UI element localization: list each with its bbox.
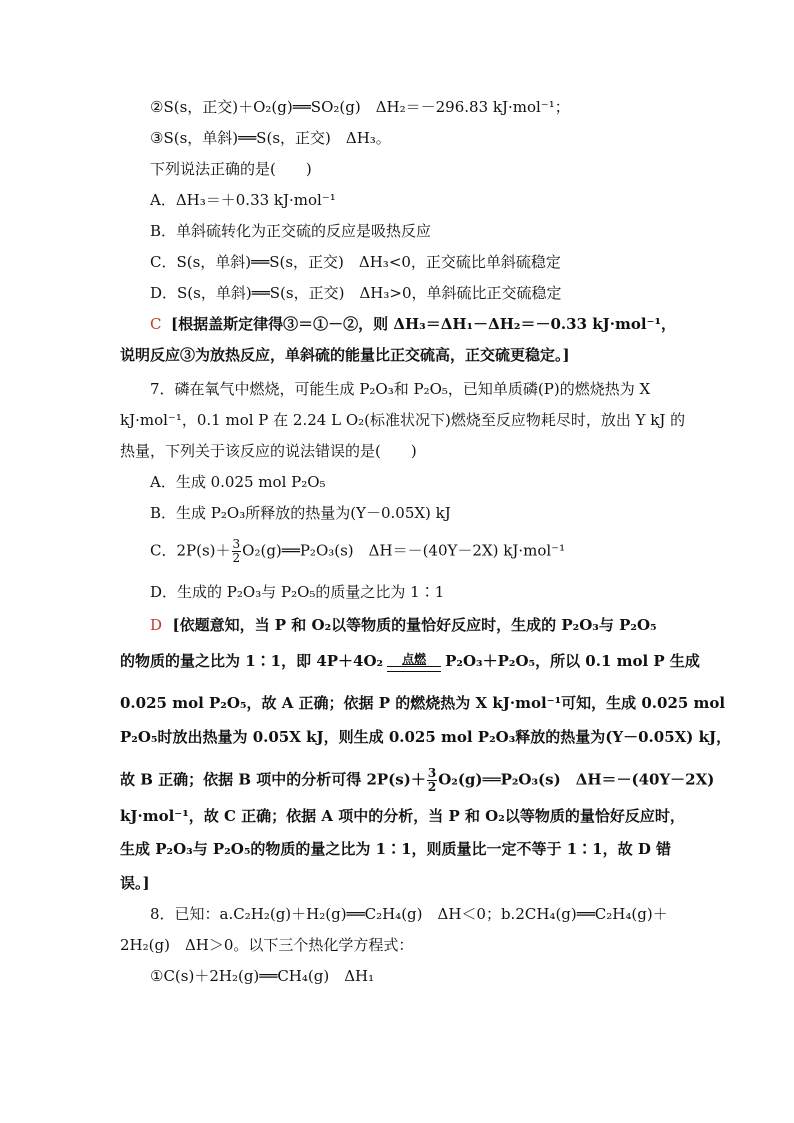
- explanation-continued: 说明反应③为放热反应，单斜硫的能量比正交硫高，正交硫更稳定。]: [120, 346, 570, 364]
- option-d: D．S(s，单斜)══S(s，正交) ΔH₃>0，单斜硫比正交硫稳定: [150, 284, 562, 302]
- q8-equation-1: ①C(s)＋2H₂(g)══CH₄(g) ΔH₁: [150, 967, 375, 985]
- fraction: [427, 767, 437, 794]
- q7-option-b: B．生成 P₂O₃所释放的热量为(Y－0.05X) kJ: [150, 504, 451, 522]
- q7-ex5-suffix: O₂(g)══P₂O₃(s) ΔH＝－(40Y－2X): [438, 770, 715, 789]
- fraction-numerator: 3: [232, 537, 241, 551]
- q7-explanation-line6: kJ·mol⁻¹，故 C 正确；依据 A 项中的分析，当 P 和 O₂以等物质的量恰好反应时，: [120, 807, 685, 825]
- q7-option-c-prefix: C．2P(s)＋: [150, 541, 231, 560]
- q7-option-a: A．生成 0.025 mol P₂O₅: [150, 473, 326, 491]
- explanation-text: [根据盖斯定律得③＝①－②，则 ΔH₃＝ΔH₁－ΔH₂＝－0.33 kJ·mol⁻¹，: [171, 315, 677, 333]
- q7-explanation-line2: [120, 650, 700, 672]
- reaction-condition-label: 点燃: [402, 651, 427, 666]
- q7-answer-letter: D: [150, 616, 163, 634]
- q7-ex2-prefix: 的物质的量之比为 1∶1，即 4P＋4O₂: [120, 652, 384, 670]
- option-b: B．单斜硫转化为正交硫的反应是吸热反应: [150, 222, 432, 240]
- q8-stem-line2: 2H₂(g) ΔH＞0。以下三个热化学方程式：: [120, 936, 414, 954]
- fraction-denominator: 2: [232, 551, 241, 565]
- q7-explanation-line3: 0.025 mol P₂O₅，故 A 正确；依据 P 的燃烧热为 X kJ·mol⁻¹可知，生成 0.025 mol: [120, 694, 726, 712]
- reaction-condition-arrow: [387, 653, 441, 672]
- q7-explanation-text: [依题意知，当 P 和 O₂以等物质的量恰好反应时，生成的 P₂O₃与 P₂O₅: [172, 616, 657, 634]
- q7-explanation-line1: [150, 614, 657, 636]
- q7-stem-line3: 热量，下列关于该反应的说法错误的是( ): [120, 442, 417, 460]
- q7-option-d: D．生成的 P₂O₃与 P₂O₅的质量之比为 1∶1: [150, 583, 445, 601]
- equation-3: ③S(s，单斜)══S(s，正交) ΔH₃。: [150, 129, 391, 147]
- q7-explanation-line5: [120, 767, 714, 794]
- answer-explanation: [150, 313, 676, 335]
- option-a: A．ΔH₃＝＋0.33 kJ·mol⁻¹: [150, 191, 336, 209]
- question-stem: 下列说法正确的是( ): [150, 160, 312, 178]
- q7-stem-line1: 7．磷在氧气中燃烧，可能生成 P₂O₃和 P₂O₅，已知单质磷(P)的燃烧热为 X: [150, 380, 651, 398]
- answer-letter: C: [150, 315, 162, 333]
- option-c: C．S(s，单斜)══S(s，正交) ΔH₃<0，正交硫比单斜硫稳定: [150, 253, 561, 271]
- q7-stem-line2: kJ·mol⁻¹，0.1 mol P 在 2.24 L O₂(标准状况下)燃烧至反应物耗尽时，放出 Y kJ 的: [120, 411, 686, 429]
- q7-ex5-prefix: 故 B 正确；依据 B 项中的分析可得 2P(s)＋: [120, 770, 426, 789]
- q7-ex2-suffix: P₂O₃＋P₂O₅，所以 0.1 mol P 生成: [445, 652, 700, 670]
- q8-stem-line1: 8．已知：a.C₂H₂(g)＋H₂(g)══C₂H₄(g) ΔH＜0；b.2CH₄(g)══C₂H₄(g)＋: [150, 905, 668, 923]
- fraction-numerator: 3: [427, 766, 437, 780]
- q7-explanation-line7: 生成 P₂O₃与 P₂O₅的物质的量之比为 1∶1，则质量比一定不等于 1∶1，故 D 错: [120, 840, 672, 858]
- q7-explanation-line8: 误。]: [120, 874, 150, 892]
- q7-option-c: [150, 538, 565, 565]
- q7-explanation-line4: P₂O₅时放出热量为 0.05X kJ，则生成 0.025 mol P₂O₃释放的热量为(Y－0.05X) kJ，: [120, 728, 732, 746]
- q7-option-c-suffix: O₂(g)══P₂O₃(s) ΔH＝－(40Y－2X) kJ·mol⁻¹: [242, 541, 566, 560]
- equation-2: ②S(s，正交)＋O₂(g)══SO₂(g) ΔH₂＝－296.83 kJ·mol⁻¹；: [150, 98, 570, 116]
- fraction-denominator: 2: [427, 780, 437, 794]
- fraction: [232, 538, 242, 565]
- double-line-icon: [387, 666, 441, 672]
